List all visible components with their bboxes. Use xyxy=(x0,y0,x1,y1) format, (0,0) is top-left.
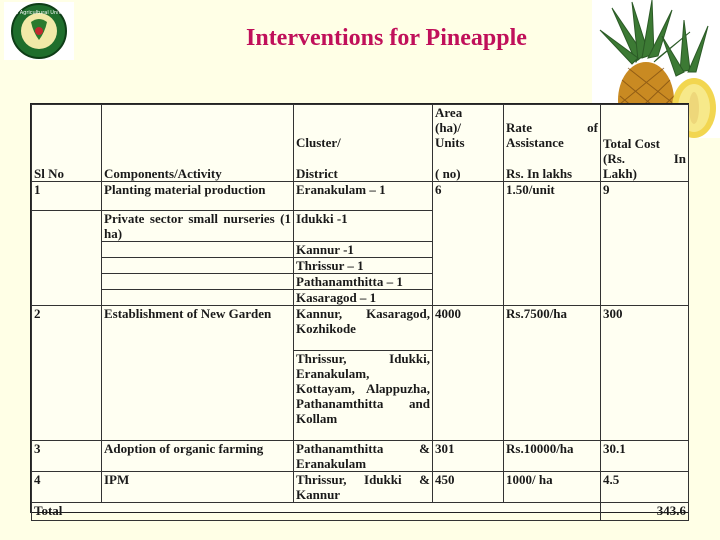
table-row: Thrissur, Idukki, Eranakulam, Kottayam, Alappuzha, Pathanamthitta and Kollam xyxy=(32,351,689,441)
header-component: Components/Activity xyxy=(102,105,294,182)
total-row xyxy=(32,503,689,521)
header-row xyxy=(32,105,689,182)
table-row: Kannur -1 xyxy=(32,242,689,258)
header-district: Cluster/ District xyxy=(294,105,433,182)
table-row: Thrissur – 1 xyxy=(32,258,689,274)
total-label: Total xyxy=(32,503,601,521)
total-value: 343.6 xyxy=(601,503,689,521)
table-row: 3 Adoption of organic farming Pathanamthitta & Eranakulam 301 Rs.10000/ha 30.1 xyxy=(32,441,689,472)
table-row: Kasaragod – 1 xyxy=(32,290,689,306)
table-row: Pathanamthitta – 1 xyxy=(32,274,689,290)
header-rate: Rate of Assistance Rs. In lakhs xyxy=(504,105,601,182)
table-row: 1 Planting material production Eranakulam – 1 6 1.50/unit 9 xyxy=(32,182,689,211)
table-row: Private sector small nurseries (1 ha) Idukki -1 xyxy=(32,211,689,242)
header-sl-no: Sl No xyxy=(32,105,102,182)
university-logo xyxy=(4,2,74,60)
table-row: 4 IPM Thrissur, Idukki & Kannur 450 1000/ ha 4.5 xyxy=(32,472,689,503)
svg-text:Kerala Agricultural University: Kerala Agricultural University xyxy=(4,10,74,16)
header-area: Area (ha)/ Units ( no) xyxy=(433,105,504,182)
interventions-table xyxy=(31,104,689,521)
slide-title: Interventions for Pineapple xyxy=(246,25,527,51)
header-total-cost: Total Cost (Rs. In Lakh) xyxy=(601,105,689,182)
interventions-table-frame xyxy=(30,103,689,518)
table-row: 2 Establishment of New Garden Kannur, Kasaragod, Kozhikode 4000 Rs.7500/ha 300 xyxy=(32,306,689,351)
